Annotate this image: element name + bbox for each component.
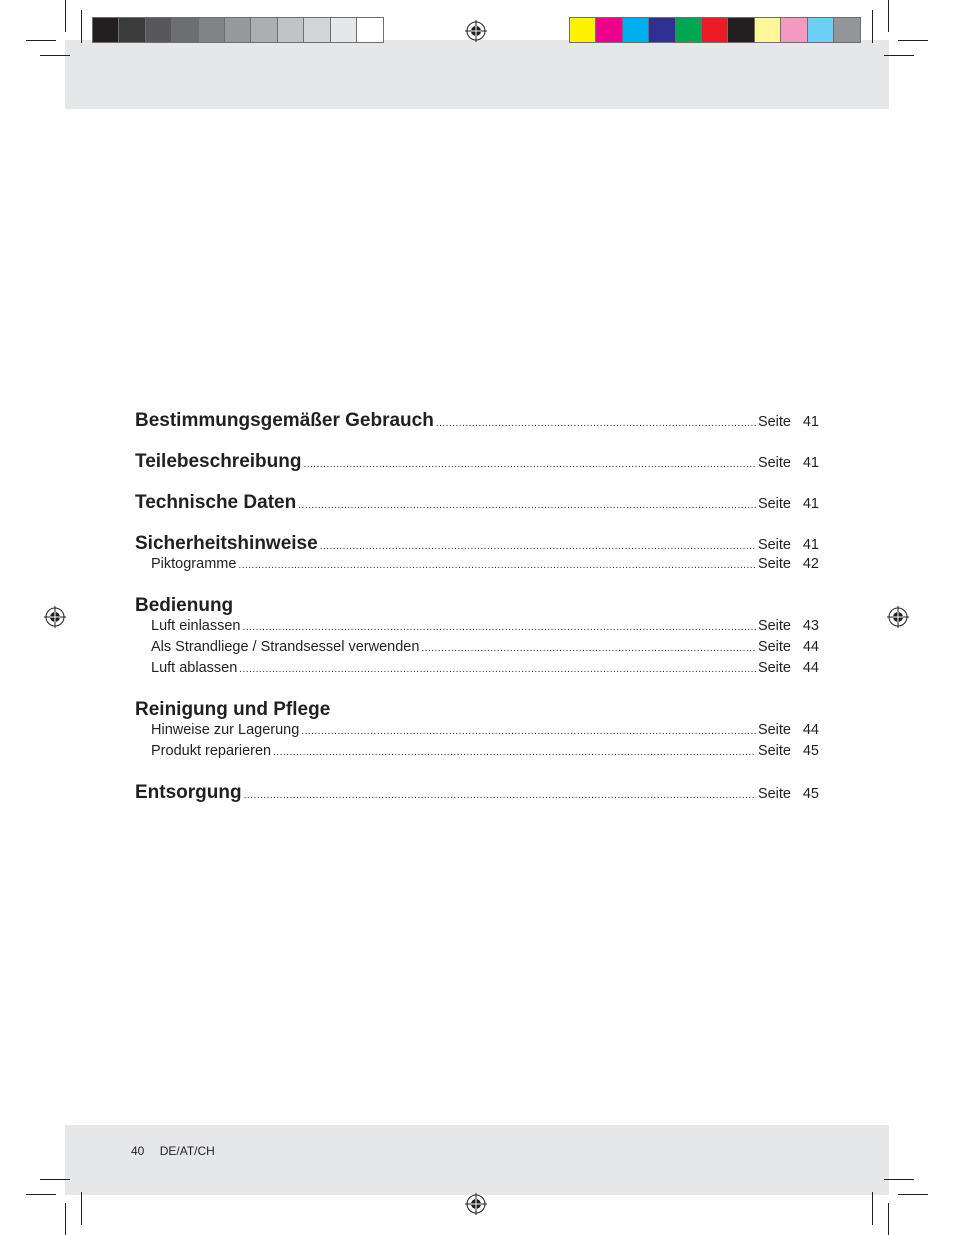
header-band <box>65 40 889 109</box>
process-color-bar <box>569 17 861 43</box>
crop-mark <box>872 10 873 43</box>
toc-entry-label: Sicherheitshinweise <box>135 533 318 554</box>
crop-mark <box>81 10 82 43</box>
grayscale-swatch <box>225 18 251 42</box>
page-word: Seite <box>757 786 791 802</box>
toc-subentry <box>135 743 819 764</box>
crop-mark <box>884 1179 914 1180</box>
page-word: Seite <box>757 414 791 430</box>
page-number-ref: 41 <box>802 496 819 512</box>
toc-page-ref <box>758 743 819 759</box>
crop-mark <box>898 1194 928 1195</box>
page-number-ref: 44 <box>802 639 819 655</box>
grayscale-swatch <box>357 18 383 42</box>
registration-mark-icon <box>887 606 909 628</box>
page-number-ref: 44 <box>802 660 819 676</box>
crop-mark <box>872 1192 873 1225</box>
page-footer <box>131 1144 227 1158</box>
crop-mark <box>898 40 928 41</box>
crop-mark <box>65 1203 66 1235</box>
grayscale-swatch <box>146 18 172 42</box>
toc-entry-label: Teilebeschreibung <box>135 451 302 472</box>
registration-mark-icon <box>465 1193 487 1215</box>
dot-leader <box>421 643 756 654</box>
page-number-ref: 41 <box>802 414 819 430</box>
crop-mark <box>81 1192 82 1225</box>
grayscale-swatch <box>251 18 277 42</box>
toc-page-ref <box>758 618 819 634</box>
toc-entry-label: Entsorgung <box>135 782 242 803</box>
crop-mark <box>65 0 66 32</box>
grayscale-swatch <box>304 18 330 42</box>
toc-entry-label: Reinigung und Pflege <box>135 699 331 720</box>
toc-entry <box>135 492 819 515</box>
toc-page-ref <box>758 455 819 471</box>
toc-page-ref <box>758 786 819 802</box>
crop-mark <box>888 0 889 32</box>
toc-entry-label: Bestimmungsgemäßer Gebrauch <box>135 410 434 431</box>
process-color-swatch <box>755 18 781 42</box>
process-color-swatch <box>676 18 702 42</box>
page-number-ref: 43 <box>802 618 819 634</box>
page-number-ref: 41 <box>802 537 819 553</box>
dot-leader <box>320 541 756 552</box>
dot-leader <box>273 747 756 758</box>
page-word: Seite <box>757 556 791 572</box>
page-number-ref: 45 <box>802 743 819 759</box>
toc-subentry <box>135 639 819 660</box>
grayscale-swatch <box>93 18 119 42</box>
crop-mark <box>884 55 914 56</box>
toc-entry <box>135 410 819 433</box>
footer-band <box>65 1125 889 1195</box>
grayscale-swatch <box>119 18 145 42</box>
toc-entry-label: Luft einlassen <box>151 618 241 634</box>
toc-entry-label: Als Strandliege / Strandsessel verwenden <box>151 639 420 655</box>
process-color-swatch <box>728 18 754 42</box>
toc-entry-label: Luft ablassen <box>151 660 238 676</box>
toc-page-ref <box>758 537 819 553</box>
grayscale-color-bar <box>92 17 384 43</box>
toc-section-heading <box>135 699 819 722</box>
table-of-contents <box>135 410 819 805</box>
page-number: 40 <box>131 1144 145 1158</box>
toc-entry <box>135 533 819 556</box>
toc-page-ref <box>758 660 819 676</box>
page-word: Seite <box>757 722 791 738</box>
toc-page-ref <box>758 414 819 430</box>
page-word: Seite <box>757 455 791 471</box>
toc-subentry <box>135 722 819 743</box>
page-number-ref: 41 <box>802 455 819 471</box>
registration-mark-icon <box>465 20 487 42</box>
toc-entry <box>135 451 819 474</box>
dot-leader <box>244 790 756 801</box>
process-color-swatch <box>781 18 807 42</box>
crop-mark <box>888 1203 889 1235</box>
toc-entry-label: Technische Daten <box>135 492 297 513</box>
toc-entry-label: Bedienung <box>135 595 234 616</box>
toc-section-heading <box>135 595 819 618</box>
grayscale-swatch <box>331 18 357 42</box>
process-color-swatch <box>834 18 860 42</box>
process-color-swatch <box>570 18 596 42</box>
process-color-swatch <box>623 18 649 42</box>
grayscale-swatch <box>172 18 198 42</box>
page-number-ref: 42 <box>802 556 819 572</box>
toc-entry-label: Hinweise zur Lagerung <box>151 722 300 738</box>
dot-leader <box>303 459 755 470</box>
dot-leader <box>239 664 756 675</box>
toc-page-ref <box>758 639 819 655</box>
page-word: Seite <box>757 496 791 512</box>
toc-subentry <box>135 556 819 577</box>
toc-page-ref <box>758 556 819 572</box>
crop-mark <box>40 1179 70 1180</box>
crop-mark <box>26 1194 56 1195</box>
toc-entry-label: Piktogramme <box>151 556 237 572</box>
toc-entry-label: Produkt reparieren <box>151 743 272 759</box>
grayscale-swatch <box>278 18 304 42</box>
crop-mark <box>26 40 56 41</box>
page-number-ref: 45 <box>802 786 819 802</box>
page-word: Seite <box>757 743 791 759</box>
dot-leader <box>238 560 756 571</box>
toc-page-ref <box>758 496 819 512</box>
grayscale-swatch <box>199 18 225 42</box>
page-word: Seite <box>757 537 791 553</box>
page-number-ref: 44 <box>802 722 819 738</box>
toc-subentry <box>135 660 819 681</box>
page-word: Seite <box>757 639 791 655</box>
toc-page-ref <box>758 722 819 738</box>
process-color-swatch <box>702 18 728 42</box>
registration-mark-icon <box>44 606 66 628</box>
page-word: Seite <box>757 618 791 634</box>
dot-leader <box>301 726 756 737</box>
process-color-swatch <box>649 18 675 42</box>
toc-subentry <box>135 618 819 639</box>
dot-leader <box>298 500 756 511</box>
dot-leader <box>436 418 756 429</box>
dot-leader <box>242 622 755 633</box>
process-color-swatch <box>596 18 622 42</box>
page-word: Seite <box>757 660 791 676</box>
crop-mark <box>40 55 70 56</box>
locale-label: DE/AT/CH <box>159 1144 215 1158</box>
toc-entry <box>135 782 819 805</box>
process-color-swatch <box>808 18 834 42</box>
